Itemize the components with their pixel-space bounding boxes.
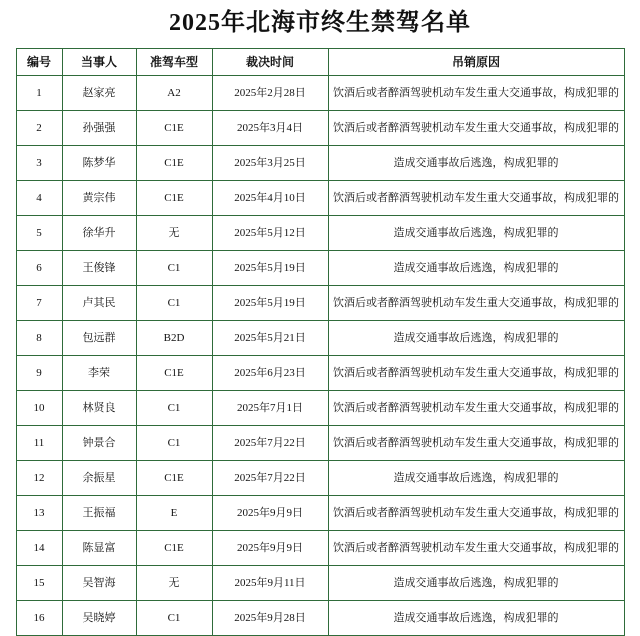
column-header-date: 裁决时间 [212,49,328,76]
cell-name: 陈梦华 [62,146,136,181]
cell-name: 陈显富 [62,531,136,566]
column-header-name: 当事人 [62,49,136,76]
cell-type: C1E [136,356,212,391]
table-row [16,216,624,251]
cell-type: C1 [136,391,212,426]
cell-date: 2025年7月1日 [212,391,328,426]
table-row [16,566,624,601]
table-row [16,146,624,181]
cell-type: C1 [136,601,212,636]
cell-type: C1E [136,181,212,216]
table-body [16,76,624,636]
cell-type: C1 [136,251,212,286]
cell-type: C1E [136,111,212,146]
cell-date: 2025年5月19日 [212,286,328,321]
cell-no: 14 [16,531,62,566]
cell-name: 王俊锋 [62,251,136,286]
cell-date: 2025年5月12日 [212,216,328,251]
cell-name: 王振福 [62,496,136,531]
table-row [16,321,624,356]
cell-no: 12 [16,461,62,496]
cell-name: 赵家亮 [62,76,136,111]
cell-date: 2025年6月23日 [212,356,328,391]
table-row [16,286,624,321]
cell-type: C1 [136,426,212,461]
cell-reason: 造成交通事故后逃逸，构成犯罪的 [328,601,624,636]
table-row [16,496,624,531]
cell-no: 9 [16,356,62,391]
cell-date: 2025年5月19日 [212,251,328,286]
cell-name: 吴智海 [62,566,136,601]
table-row [16,181,624,216]
cell-no: 8 [16,321,62,356]
cell-type: E [136,496,212,531]
column-header-reason: 吊销原因 [328,49,624,76]
column-header-no: 编号 [16,49,62,76]
page-title: 2025年北海市终生禁驾名单 [169,10,471,36]
cell-date: 2025年3月4日 [212,111,328,146]
cell-date: 2025年9月9日 [212,496,328,531]
table-row [16,391,624,426]
cell-type: C1E [136,531,212,566]
cell-name: 吴晓婷 [62,601,136,636]
table-row [16,426,624,461]
table-row [16,251,624,286]
cell-type: B2D [136,321,212,356]
cell-reason: 饮酒后或者醉酒驾驶机动车发生重大交通事故，构成犯罪的 [328,286,624,321]
cell-reason: 造成交通事故后逃逸，构成犯罪的 [328,461,624,496]
cell-name: 卢其民 [62,286,136,321]
cell-reason: 饮酒后或者醉酒驾驶机动车发生重大交通事故，构成犯罪的 [328,76,624,111]
cell-type: 无 [136,216,212,251]
cell-name: 包远群 [62,321,136,356]
cell-type: C1E [136,146,212,181]
cell-date: 2025年5月21日 [212,321,328,356]
cell-date: 2025年9月28日 [212,601,328,636]
cell-name: 黄宗伟 [62,181,136,216]
cell-reason: 饮酒后或者醉酒驾驶机动车发生重大交通事故，构成犯罪的 [328,111,624,146]
cell-no: 6 [16,251,62,286]
cell-type: C1 [136,286,212,321]
table-row [16,531,624,566]
cell-date: 2025年2月28日 [212,76,328,111]
cell-reason: 饮酒后或者醉酒驾驶机动车发生重大交通事故，构成犯罪的 [328,356,624,391]
cell-name: 钟景合 [62,426,136,461]
table-row [16,461,624,496]
cell-name: 李荣 [62,356,136,391]
cell-no: 11 [16,426,62,461]
cell-date: 2025年7月22日 [212,461,328,496]
cell-no: 5 [16,216,62,251]
cell-no: 10 [16,391,62,426]
cell-no: 1 [16,76,62,111]
table-row [16,601,624,636]
cell-no: 15 [16,566,62,601]
cell-name: 余振星 [62,461,136,496]
cell-reason: 造成交通事故后逃逸，构成犯罪的 [328,216,624,251]
table-row [16,356,624,391]
cell-date: 2025年7月22日 [212,426,328,461]
table-row [16,111,624,146]
cell-reason: 造成交通事故后逃逸，构成犯罪的 [328,321,624,356]
cell-no: 3 [16,146,62,181]
table-row [16,76,624,111]
cell-date: 2025年4月10日 [212,181,328,216]
cell-date: 2025年9月11日 [212,566,328,601]
cell-date: 2025年9月9日 [212,531,328,566]
cell-reason: 饮酒后或者醉酒驾驶机动车发生重大交通事故，构成犯罪的 [328,181,624,216]
cell-no: 7 [16,286,62,321]
column-header-type: 准驾车型 [136,49,212,76]
cell-name: 徐华升 [62,216,136,251]
cell-name: 林贤良 [62,391,136,426]
cell-reason: 造成交通事故后逃逸，构成犯罪的 [328,251,624,286]
cell-no: 2 [16,111,62,146]
cell-no: 13 [16,496,62,531]
table-header-row [16,49,624,76]
cell-no: 4 [16,181,62,216]
cell-reason: 造成交通事故后逃逸，构成犯罪的 [328,146,624,181]
cell-type: A2 [136,76,212,111]
cell-name: 孙强强 [62,111,136,146]
cell-no: 16 [16,601,62,636]
cell-reason: 饮酒后或者醉酒驾驶机动车发生重大交通事故，构成犯罪的 [328,496,624,531]
cell-type: 无 [136,566,212,601]
cell-type: C1E [136,461,212,496]
cell-reason: 造成交通事故后逃逸，构成犯罪的 [328,566,624,601]
cell-date: 2025年3月25日 [212,146,328,181]
cell-reason: 饮酒后或者醉酒驾驶机动车发生重大交通事故，构成犯罪的 [328,426,624,461]
cell-reason: 饮酒后或者醉酒驾驶机动车发生重大交通事故，构成犯罪的 [328,531,624,566]
cell-reason: 饮酒后或者醉酒驾驶机动车发生重大交通事故，构成犯罪的 [328,391,624,426]
banned-drivers-table [16,48,625,636]
